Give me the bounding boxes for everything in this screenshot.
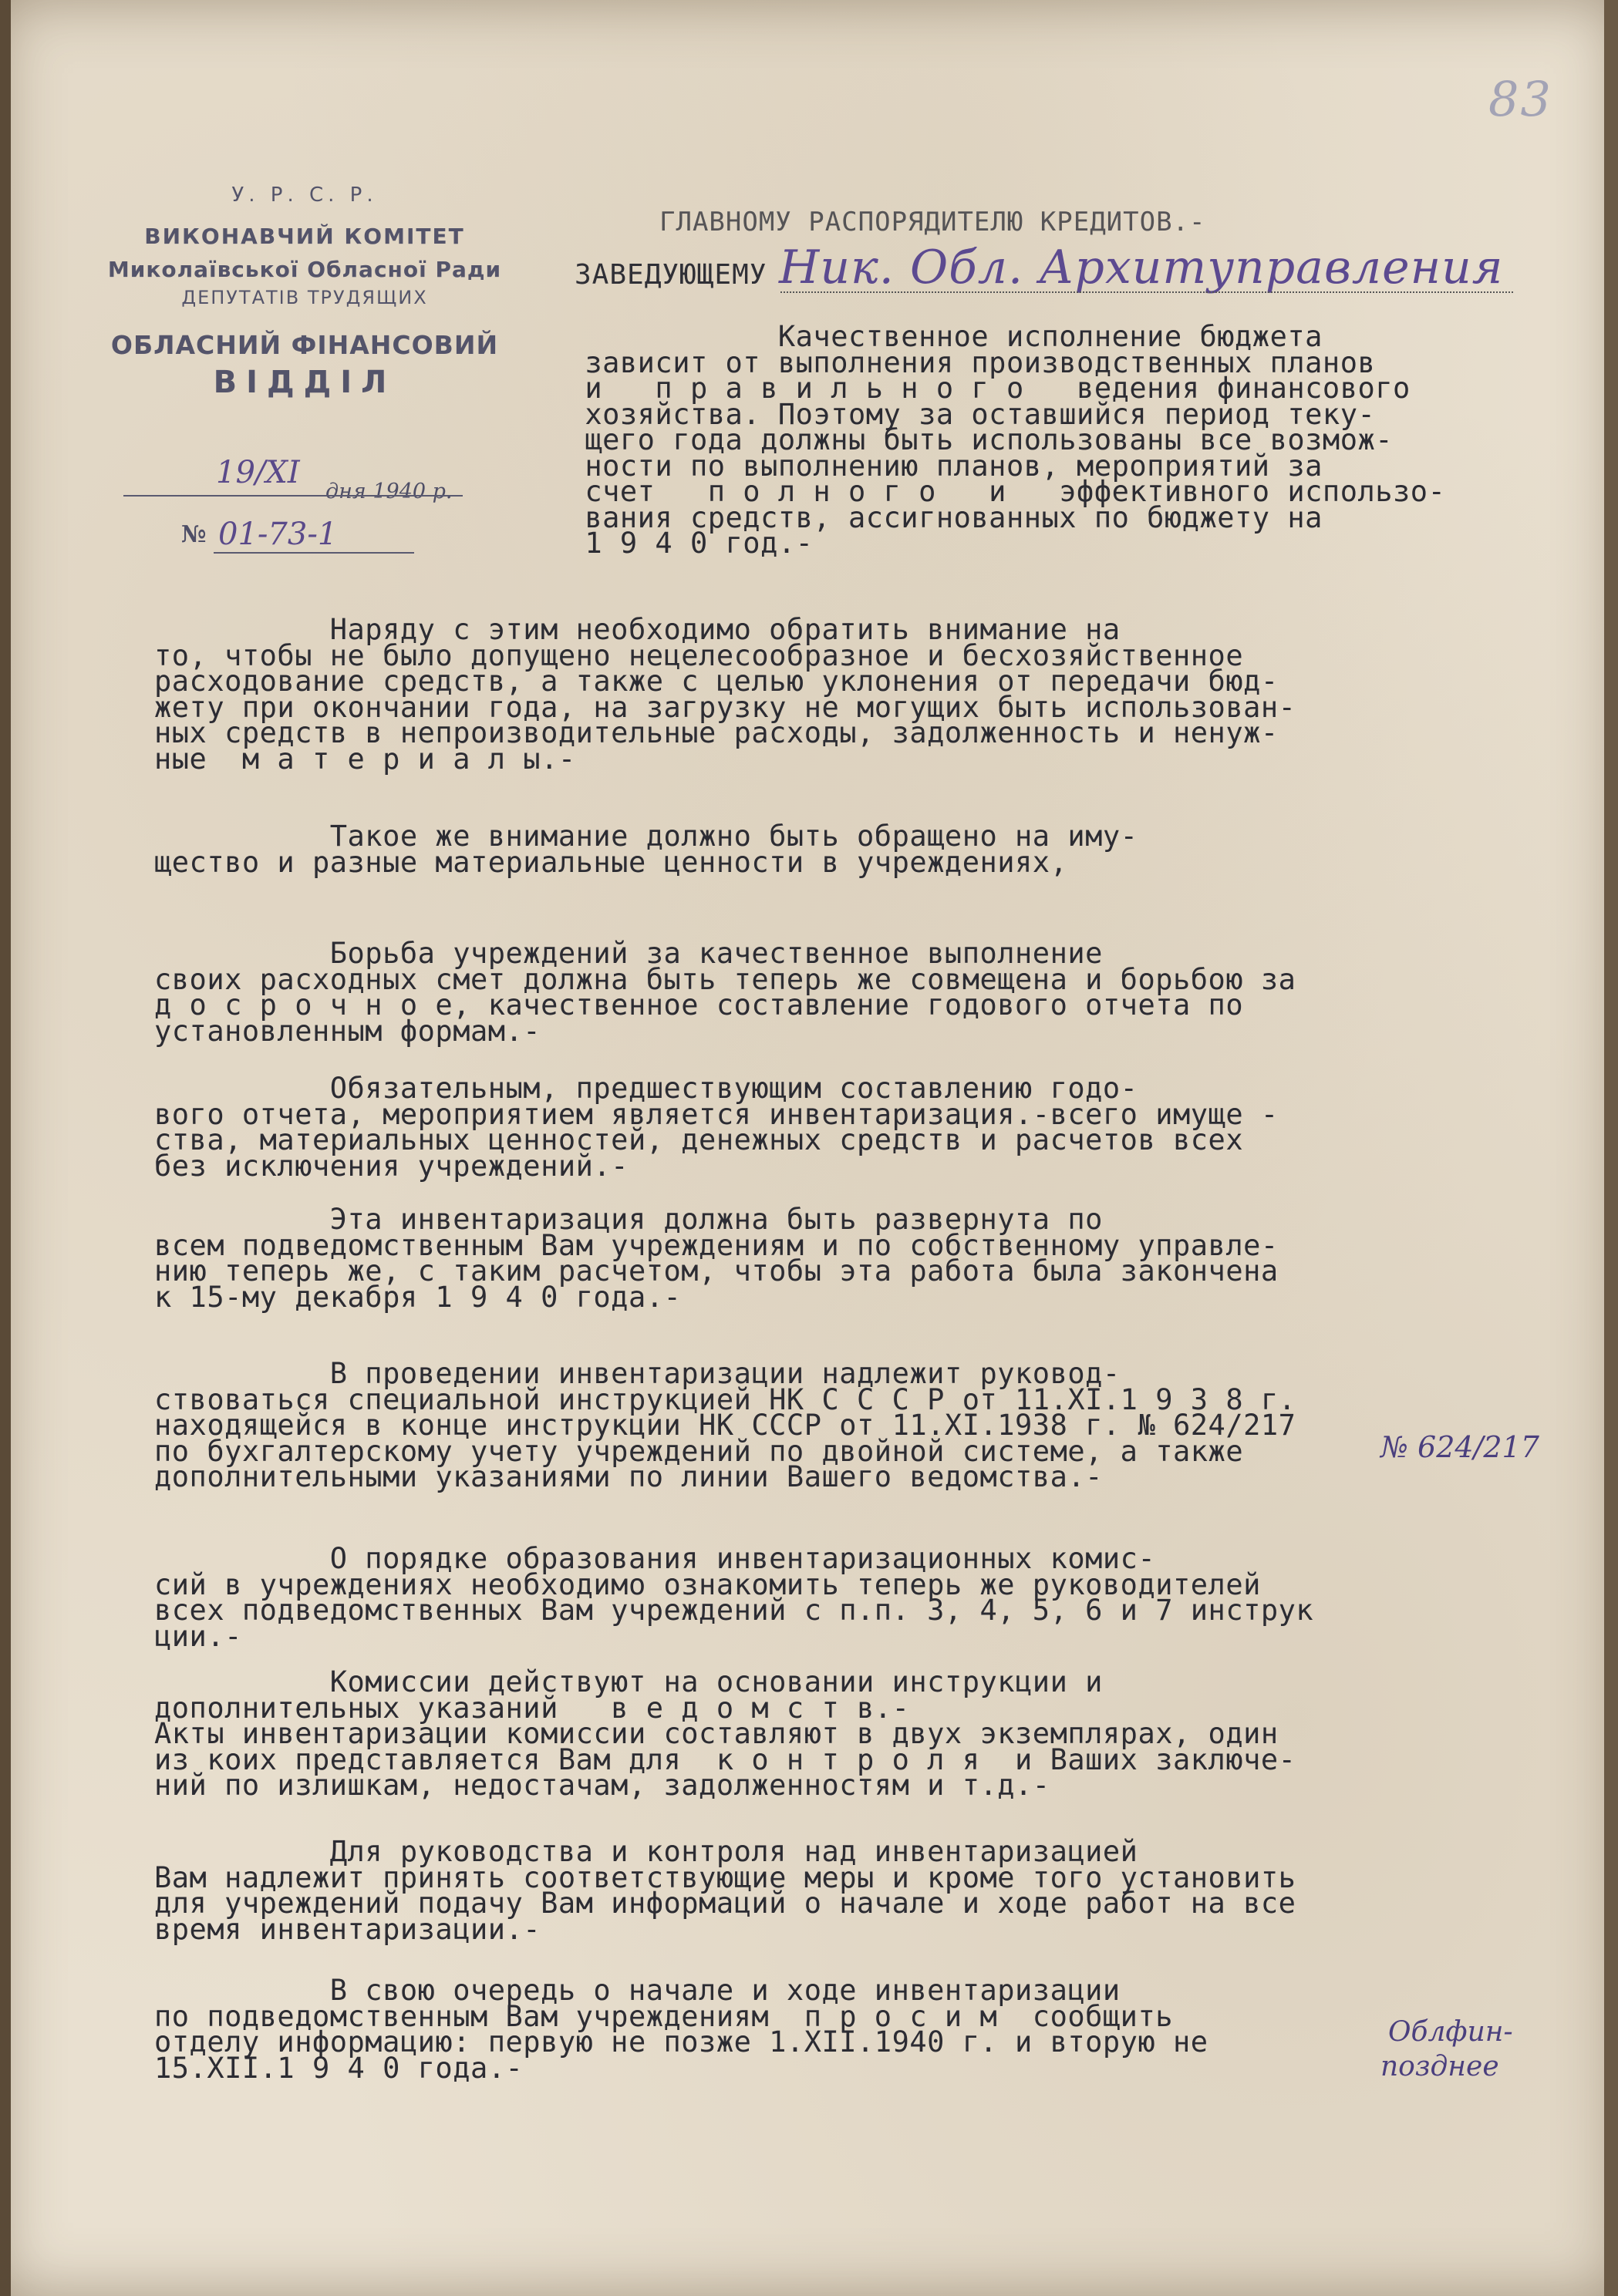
text-line: к 15-му декабря 1 9 4 0 года.- (154, 1280, 682, 1314)
text-line: своих расходных смет должна быть теперь же совмещена и борьбою за (154, 962, 1296, 996)
paragraph (154, 820, 1138, 879)
text-line: 1 9 4 0 год.- (532, 527, 814, 560)
text-line: Комиссии действуют на основании инструкции и (154, 1665, 1103, 1698)
text-line: всех подведомственных Вам учреждений с п.п. 3, 4, 5, 6 и 7 инструк (154, 1594, 1314, 1627)
text-line: вого отчета, мероприятием является инвентаризация.-всего имуще - (154, 1097, 1279, 1131)
paragraph (154, 1974, 1208, 2085)
text-line: сий в учреждениях необходимо ознакомить теперь же руководителей (154, 1567, 1261, 1601)
text-line: для учреждений подачу Вам информаций о начале и ходе работ на все (154, 1887, 1296, 1920)
text-line: ции.- (154, 1619, 242, 1653)
text-line: ствоваться специальной инструкцией НК С С С Р от 11.XI.1 9 3 8 г. (154, 1382, 1296, 1416)
text-line: щество и разные материальные ценности в учреждениях, (154, 845, 1068, 879)
text-line: Эта инвентаризация должна быть развернута по (154, 1203, 1103, 1236)
addressee-underline (780, 291, 1513, 293)
stamp-line-deputies: ДЕПУТАТІВ ТРУДЯЩИХ (181, 287, 428, 308)
text-line: то, чтобы не было допущено нецелесообразное и бесхозяйственное (154, 638, 1244, 672)
text-line: время инвентаризации.- (154, 1912, 541, 1946)
paragraph (154, 1072, 1279, 1183)
paragraph (154, 1835, 1296, 1946)
text-line: Для руководства и контроля над инвентаризацией (154, 1835, 1138, 1868)
text-line: Вам надлежит принять соответствующие меры и кроме того установить (154, 1860, 1296, 1894)
text-line: хозяйства. Поэтому за оставшийся период теку- (532, 397, 1376, 431)
text-line: щего года должны быть использованы все возмож- (532, 423, 1394, 456)
text-line: ности по выполнению планов, мероприятий за (532, 449, 1323, 483)
text-line: В проведении инвентаризации надлежит руковод- (154, 1357, 1121, 1390)
stamp-line-committee: ВИКОНАВЧИЙ КОМІТЕТ (144, 224, 465, 249)
text-line: всем подведомственным Вам учреждениям и по собственному управле- (154, 1228, 1279, 1262)
stamp-line-ussr: У. Р. С. Р. (231, 183, 378, 207)
text-line: ных средств в непроизводительные расходы, задолженность и ненуж- (154, 716, 1279, 749)
official-stamp (73, 183, 536, 400)
paragraph (154, 613, 1296, 776)
paragraph (154, 1357, 1296, 1493)
hand-note-oblfin: Облфин- (1388, 2016, 1513, 2048)
text-line: без исключения учреждений.- (154, 1149, 629, 1183)
paragraph (532, 320, 1446, 560)
text-line: д о с р о ч н о е, качественное составление годового отчета по (154, 988, 1244, 1022)
text-line: ний по излишкам, недостачам, задолженностям и т.д.- (154, 1769, 1050, 1802)
stamp-number-handwritten: 01-73-1 (218, 517, 338, 552)
stamp-date-handwritten: 19/XI (216, 455, 300, 490)
stamp-line-finance: ОБЛАСНИЙ ФІНАНСОВИЙ (110, 330, 499, 360)
text-line: ные м а т е р и а л ы.- (154, 742, 576, 776)
paragraph (154, 937, 1296, 1048)
text-line: Акты инвентаризации комиссии составляют в двух экземплярах, один (154, 1717, 1279, 1750)
text-line: находящейся в конце инструкции НК СССР от 11.XI.1938 г. № 624/217 (154, 1409, 1296, 1442)
addressee-line-1: ГЛАВНОМУ РАСПОРЯДИТЕЛЮ КРЕДИТОВ.- (659, 207, 1206, 237)
text-line: О порядке образования инвентаризационных комис- (154, 1542, 1156, 1575)
text-line: В свою очередь о начале и ходе инвентаризации (154, 1974, 1121, 2007)
stamp-date (123, 455, 463, 503)
folio-number: 83 (1488, 71, 1552, 127)
hand-note-later: позднее (1380, 2051, 1499, 2082)
text-line: 15.XII.1 9 4 0 года.- (154, 2051, 524, 2085)
text-line: расходование средств, а также с целью уклонения от передачи бюд- (154, 665, 1279, 698)
text-line: по подведомственным Вам учреждениям п р о с и м сообщить (154, 1999, 1174, 2033)
text-line: по бухгалтерскому учету учреждений по двойной системе, а также (154, 1434, 1244, 1468)
page-edge-right (1604, 0, 1618, 2296)
hand-note-order-number: № 624/217 (1380, 1430, 1539, 1464)
text-line: зависит от выполнения производственных планов (532, 345, 1376, 379)
addressee-handwritten: Ник. Обл. Архитуправления (779, 241, 1504, 295)
paragraph (154, 1203, 1279, 1314)
paragraph (154, 1542, 1314, 1653)
page-edge-left (0, 0, 11, 2296)
stamp-number-line (214, 552, 414, 554)
text-line: счет п о л н о г о и эффективного использо- (532, 475, 1446, 508)
text-line: вания средств, ассигнованных по бюджету на (532, 500, 1323, 534)
text-line: и п р а в и л ь н о г о ведения финансового (532, 372, 1411, 405)
stamp-number-label: № (181, 521, 207, 548)
text-line: установленным формам.- (154, 1014, 541, 1048)
text-line: Борьба учреждений за качественное выполнение (154, 937, 1103, 970)
text-line: отделу информацию: первую не позже 1.XII.1940 г. и вторую не (154, 2025, 1208, 2059)
stamp-date-line (123, 495, 463, 497)
text-line: Обязательным, предшествующим составлению годо- (154, 1072, 1138, 1105)
text-line: дополнительных указаний в е д о м с т в.- (154, 1691, 910, 1725)
text-line: Наряду с этим необходимо обратить внимание на (154, 613, 1121, 646)
text-line: нию теперь же, с таким расчетом, чтобы эта работа была закончена (154, 1254, 1279, 1288)
text-line: Качественное исполнение бюджета (532, 320, 1323, 353)
text-line: жету при окончании года, на загрузку не могущих быть использован- (154, 690, 1296, 724)
stamp-line-council: Миколаївської Обласної Ради (107, 257, 502, 282)
text-line: из коих представляется Вам для к о н т р о л я и Ваших заключе- (154, 1742, 1296, 1776)
stamp-number (181, 517, 436, 560)
text-line: ства, материальных ценностей, денежных средств и расчетов всех (154, 1123, 1244, 1156)
text-line: дополнительными указаниями по линии Вашего ведомства.- (154, 1460, 1103, 1493)
addressee-line-2-prefix: ЗАВЕДУЮЩЕМУ (575, 259, 767, 291)
stamp-line-department: ВІДДІЛ (213, 365, 396, 400)
text-line: Такое же внимание должно быть обращено на иму- (154, 820, 1138, 853)
paragraph (154, 1665, 1296, 1802)
stamp-date-label: дня 1940 р. (325, 480, 453, 503)
